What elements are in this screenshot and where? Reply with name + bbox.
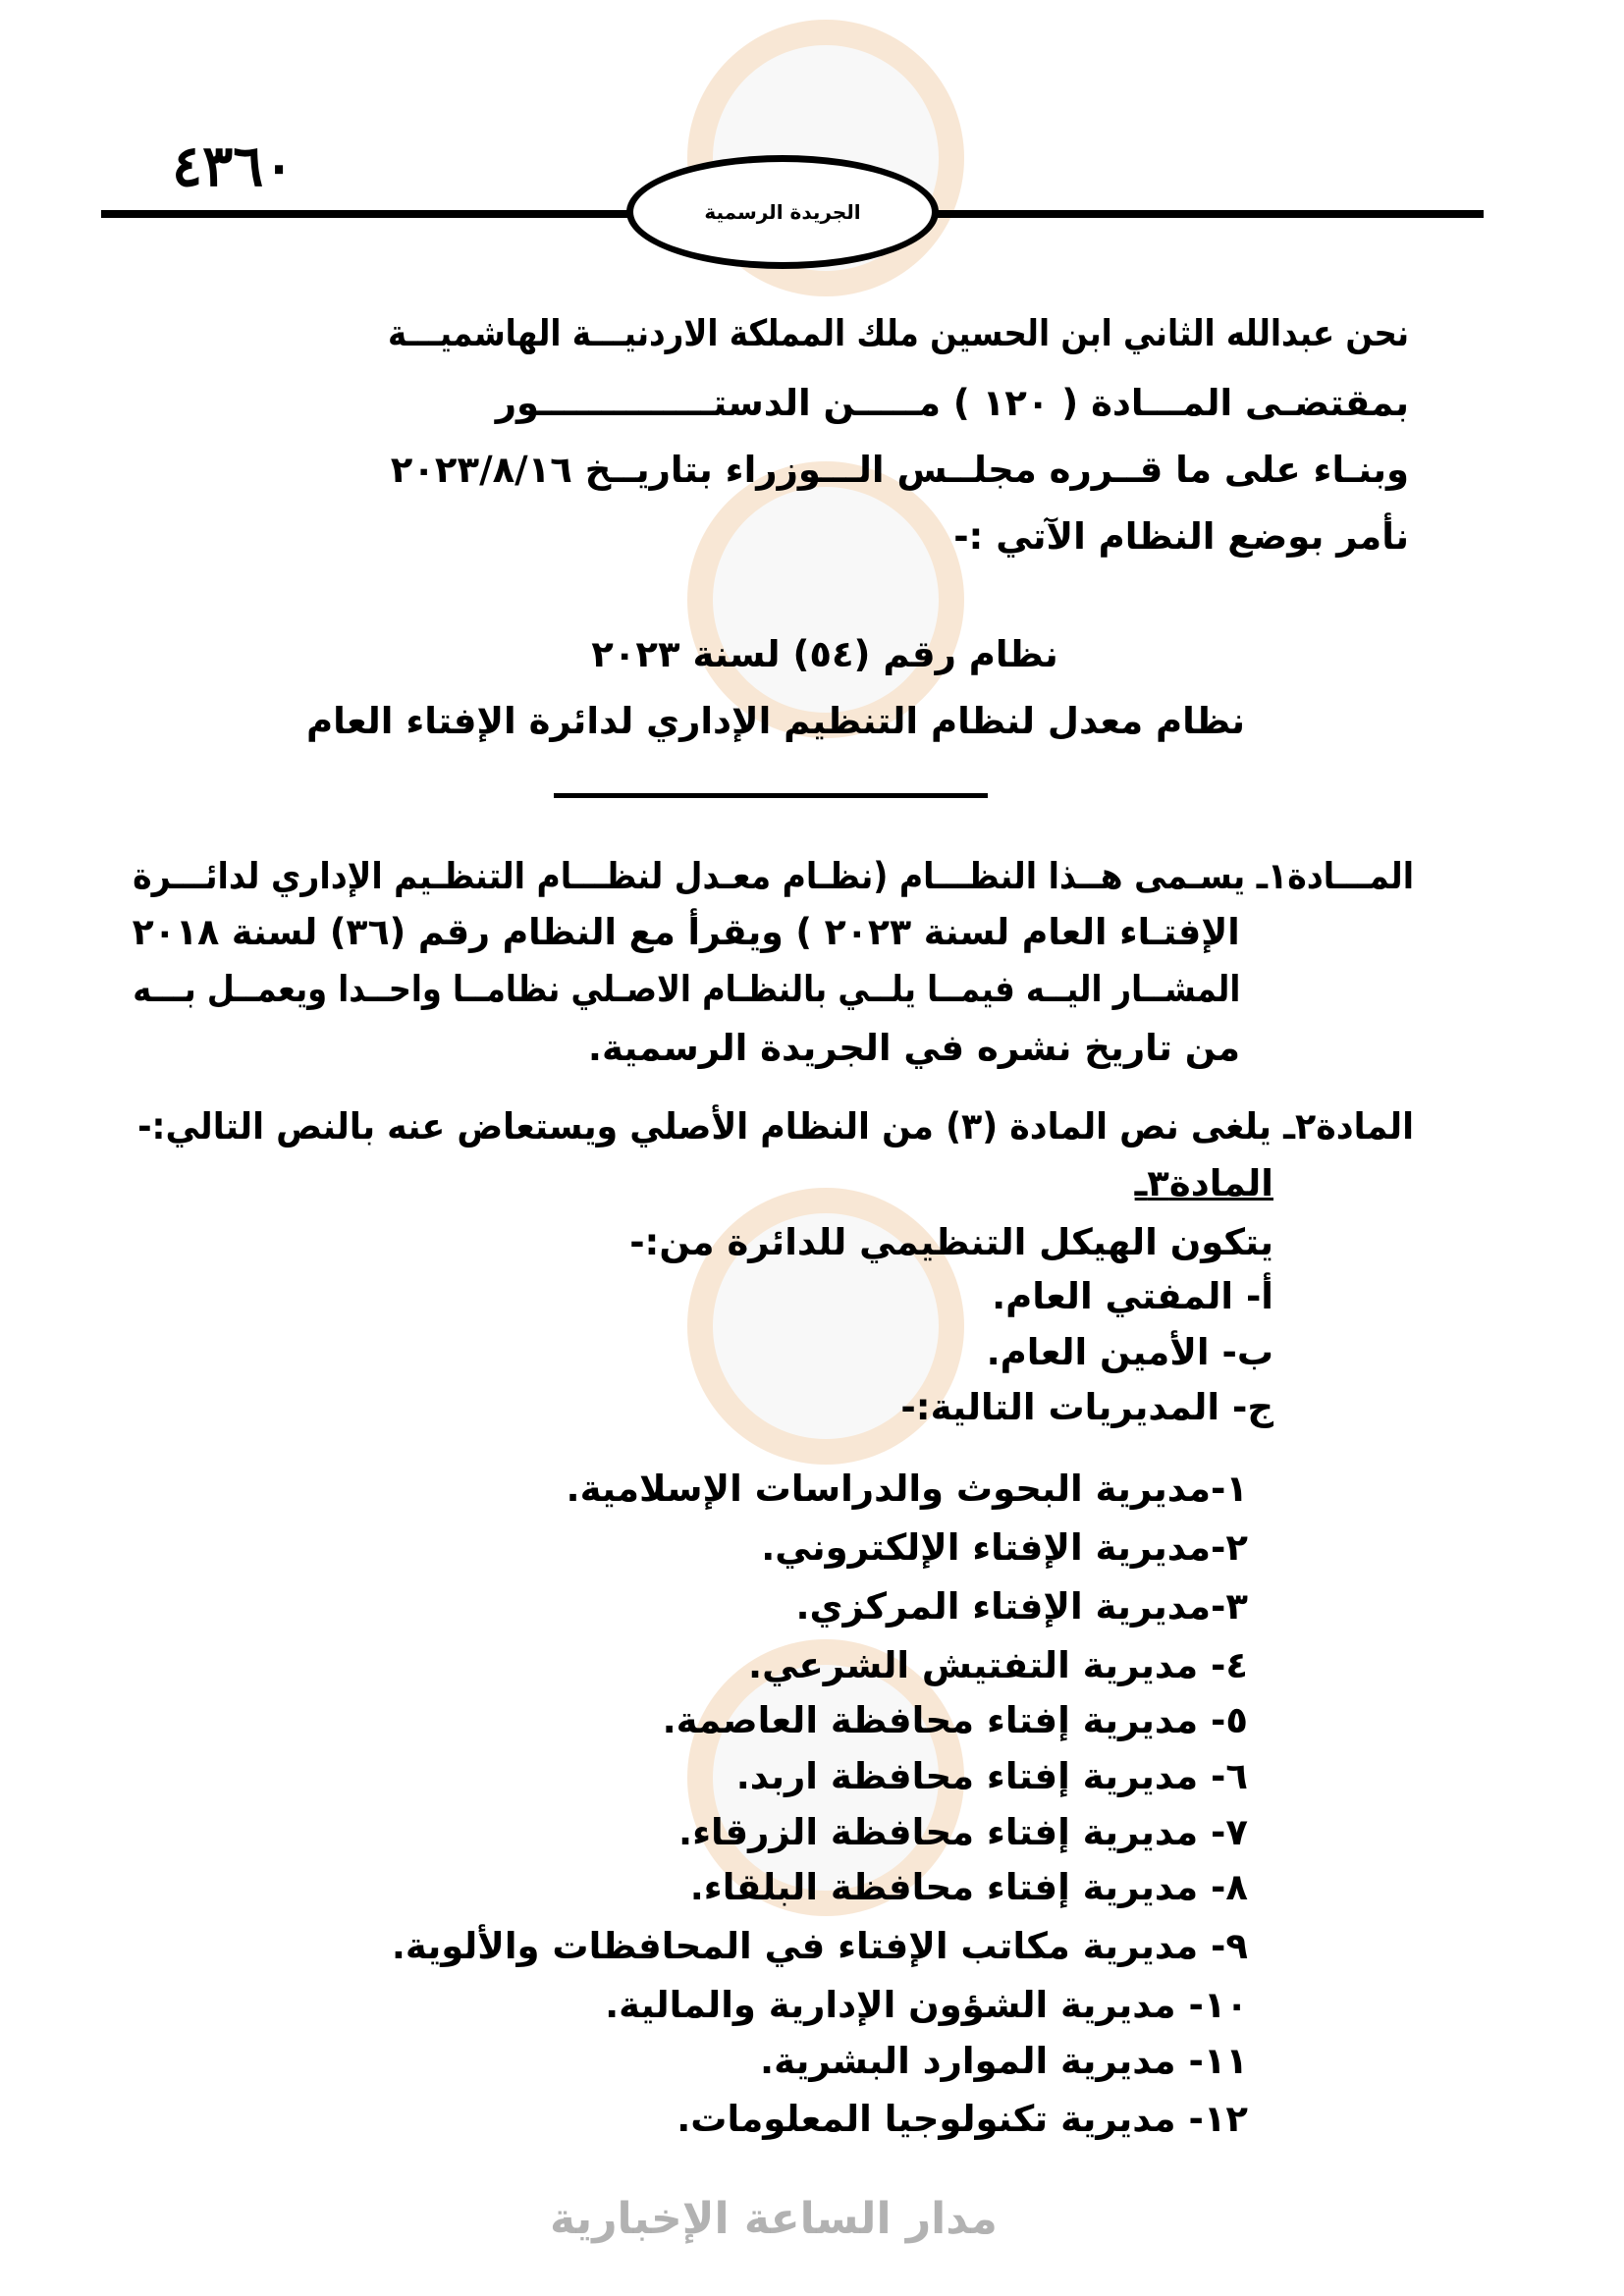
directorate-item: ١٠- مديرية الشؤون الإدارية والمالية. (605, 1984, 1248, 2026)
article1-line: المشــار اليــه فيمــا يلــي بالنظـام الاصـلي نظامــا واحــدا ويعمــل بـــه (132, 968, 1240, 1010)
gazette-title: الجريدة الرسمية (704, 200, 861, 224)
directorate-item: ٣-مديرية الإفتاء المركزي. (795, 1585, 1248, 1628)
directorate-item: ٨- مديرية إفتاء محافظة البلقاء. (689, 1866, 1248, 1908)
structure-item: أ- المفتي العام. (992, 1275, 1273, 1317)
preamble-line: نأمر بوضع النظام الآتي :- (953, 515, 1409, 558)
directorate-item: ٥- مديرية إفتاء محافظة العاصمة. (662, 1699, 1248, 1741)
preamble-line: بمقتضـى المـــادة ( ١٢٠ ) مـــــن الدستــــــــــــــور (495, 382, 1409, 424)
article3-heading: المادة٣ـ (1134, 1162, 1273, 1204)
preamble-line: نحن عبدالله الثاني ابن الحسين ملك المملكة الاردنيـــة الهاشميـــة (388, 312, 1409, 354)
preamble-line: وبنـاء على ما قــرره مجلــس الـــوزراء بتاريــخ ٢٠٢٣/٨/١٦ (390, 449, 1409, 491)
article2-intro: المادة٢ـ يلغى نص المادة (٣) من النظام الأصلي ويستعاض عنه بالنص التالي:- (137, 1105, 1414, 1148)
directorate-item: ٩- مديرية مكاتب الإفتاء في المحافظات والألوية. (391, 1925, 1248, 1967)
article1-line: من تاريخ نشره في الجريدة الرسمية. (587, 1027, 1240, 1069)
watermark-text: مدار الساعة الإخبارية (550, 2194, 998, 2244)
structure-intro: يتكون الهيكل التنظيمي للدائرة من:- (629, 1221, 1273, 1263)
title-rule (554, 793, 988, 798)
structure-item: ج- المديريات التالية:- (900, 1386, 1273, 1428)
directorate-item: ١-مديرية البحوث والدراسات الإسلامية. (566, 1468, 1248, 1510)
gazette-seal (626, 155, 939, 269)
directorate-item: ٧- مديرية إفتاء محافظة الزرقاء. (678, 1811, 1248, 1853)
directorate-item: ٤- مديرية التفتيش الشرعي. (748, 1644, 1248, 1686)
page-number: ٤٣٦٠ (172, 133, 295, 199)
structure-item: ب- الأمين العام. (986, 1331, 1273, 1373)
watermark-clock (687, 461, 964, 738)
directorate-item: ٢-مديرية الإفتاء الإلكتروني. (761, 1526, 1248, 1569)
directorate-item: ٦- مديرية إفتاء محافظة اربد. (735, 1755, 1248, 1797)
directorate-item: ١١- مديرية الموارد البشرية. (760, 2040, 1248, 2082)
regulation-number: نظام رقم (٥٤) لسنة ٢٠٢٣ (591, 633, 1058, 675)
article1-line: المـــادة١ـ يسـمى هــذا النظـــام (نظـام معـدل لنظـــام التنظـيم الإداري لدائـــرة (133, 855, 1414, 897)
directorate-item: ١٢- مديرية تكنولوجيا المعلومات. (677, 2098, 1248, 2140)
regulation-title: نظام معدل لنظام التنظيم الإداري لدائرة الإفتاء العام (305, 700, 1246, 742)
article1-line: الإفتـاء العام لسنة ٢٠٢٣ ) ويقرأ مع النظام رقم (٣٦) لسنة ٢٠١٨ (133, 911, 1240, 953)
